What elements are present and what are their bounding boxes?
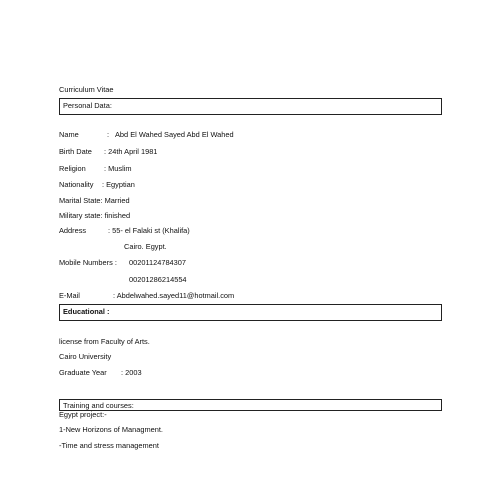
personal-data-header bbox=[59, 98, 442, 115]
birth-date-label: Birth Date bbox=[59, 147, 92, 156]
education-line-2: Cairo University bbox=[59, 352, 112, 361]
mobile-number-1: 00201124784307 bbox=[129, 258, 186, 267]
religion-value: : Muslim bbox=[104, 164, 132, 173]
document-title: Curriculum Vitae bbox=[59, 85, 114, 94]
personal-data-label: Personal Data: bbox=[63, 101, 112, 110]
name-value: Abd El Wahed Sayed Abd El Wahed bbox=[115, 130, 234, 139]
address-label: Address bbox=[59, 226, 87, 235]
graduate-year-value: : 2003 bbox=[121, 368, 142, 377]
address-line-1: : 55- el Falaki st (Khalifa) bbox=[108, 226, 190, 235]
nationality-value: : Egyptian bbox=[102, 180, 135, 189]
training-line-3: -Time and stress management bbox=[59, 441, 159, 450]
training-header bbox=[59, 399, 442, 411]
email-value: : Abdelwahed.sayed11@hotmail.com bbox=[113, 291, 235, 300]
address-line-2: Cairo. Egypt. bbox=[124, 242, 167, 251]
educational-label: Educational : bbox=[63, 307, 110, 316]
military-state: Military state: finished bbox=[59, 211, 131, 220]
name-separator: : bbox=[107, 130, 110, 139]
mobile-label: Mobile Numbers : bbox=[59, 258, 117, 267]
educational-header bbox=[59, 304, 442, 321]
marital-state: Marital State: Married bbox=[59, 196, 130, 205]
nationality-label: Nationality bbox=[59, 180, 94, 189]
birth-date-value: : 24th April 1981 bbox=[104, 147, 158, 156]
graduate-year-label: Graduate Year bbox=[59, 368, 107, 377]
training-line-2: 1-New Horizons of Managment. bbox=[59, 425, 163, 434]
email-label: E-Mail bbox=[59, 291, 80, 300]
training-line-1: Egypt project:- bbox=[59, 410, 107, 419]
education-line-1: license from Faculty of Arts. bbox=[59, 337, 150, 346]
name-label: Name bbox=[59, 130, 79, 139]
mobile-number-2: 00201286214554 bbox=[129, 275, 187, 284]
religion-label: Religion bbox=[59, 164, 86, 173]
training-label: Training and courses: bbox=[63, 401, 134, 410]
